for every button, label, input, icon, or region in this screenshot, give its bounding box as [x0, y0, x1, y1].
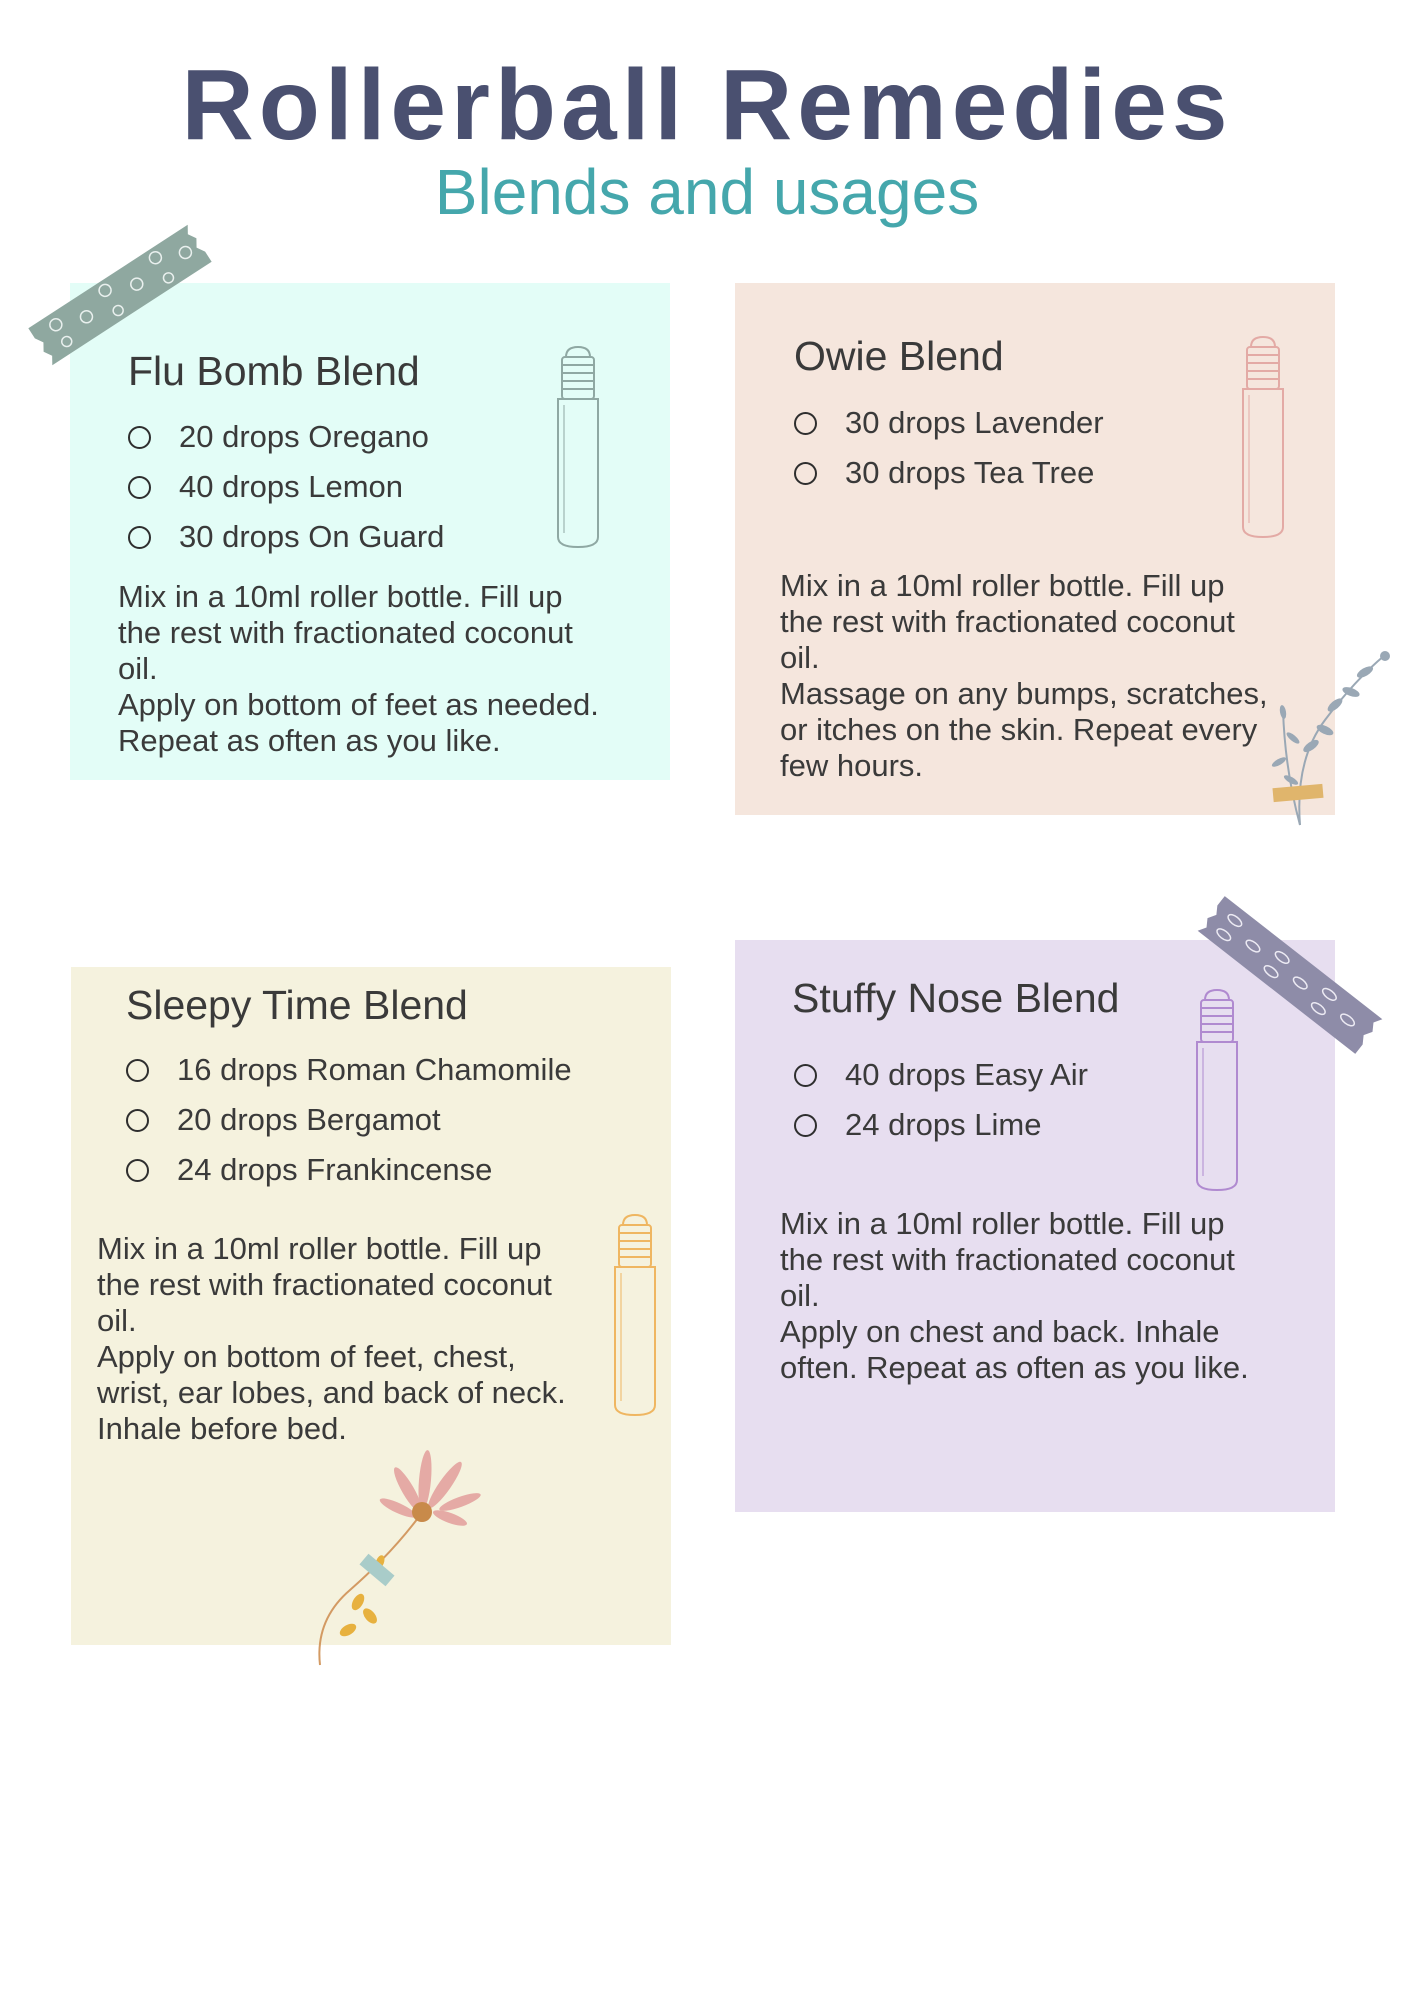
page-title: Rollerball Remedies — [181, 49, 1233, 161]
ingredient-list — [794, 398, 1104, 498]
instructions-text: Mix in a 10ml roller bottle. Fill up the rest with fractionated coconut oil. Apply on bottom of feet as needed. Repeat as often as you like. — [118, 579, 599, 758]
instructions-text: Mix in a 10ml roller bottle. Fill up the rest with fractionated coconut oil. Massage on any bumps, scratches, or itches on the skin. Repeat every few hours. — [780, 568, 1268, 783]
washi-tape-icon — [1185, 880, 1395, 1070]
circle-bullet-icon — [128, 426, 151, 449]
ingredient-label: 24 drops Lime — [845, 1107, 1042, 1142]
ingredient-item — [128, 462, 444, 512]
ingredient-label: 30 drops Tea Tree — [845, 455, 1095, 490]
ingredient-label: 30 drops On Guard — [179, 519, 445, 554]
ingredient-item — [126, 1145, 572, 1195]
card-title: Stuffy Nose Blend — [792, 975, 1120, 1021]
ingredient-list — [126, 1045, 572, 1195]
ingredient-item — [794, 398, 1104, 448]
circle-bullet-icon — [126, 1159, 149, 1182]
washi-tape-icon — [20, 215, 220, 375]
card-title: Flu Bomb Blend — [128, 348, 420, 394]
ingredient-label: 24 drops Frankincense — [177, 1152, 493, 1187]
circle-bullet-icon — [794, 412, 817, 435]
circle-bullet-icon — [126, 1059, 149, 1082]
card-owie — [735, 283, 1335, 815]
card-title: Owie Blend — [794, 333, 1004, 379]
ingredient-label: 40 drops Easy Air — [845, 1057, 1088, 1092]
ingredient-list — [794, 1050, 1088, 1150]
circle-bullet-icon — [794, 462, 817, 485]
circle-bullet-icon — [794, 1114, 817, 1137]
ingredient-item — [126, 1095, 572, 1145]
circle-bullet-icon — [126, 1109, 149, 1132]
ingredient-item — [126, 1045, 572, 1095]
ingredient-item — [128, 512, 444, 562]
instructions-text: Mix in a 10ml roller bottle. Fill up the rest with fractionated coconut oil. Apply on bottom of feet, chest, wrist, ear lobes, and back of neck. Inhale before bed. — [97, 1231, 566, 1446]
ingredient-item — [794, 448, 1104, 498]
ingredient-item — [128, 412, 444, 462]
page-subtitle: Blends and usages — [434, 156, 980, 228]
ingredient-label: 40 drops Lemon — [179, 469, 404, 504]
card-title: Sleepy Time Blend — [126, 982, 468, 1028]
flower-icon — [300, 1440, 490, 1670]
instructions-text: Mix in a 10ml roller bottle. Fill up the rest with fractionated coconut oil. Apply on chest and back. Inhale often. Repeat as often as you like. — [780, 1206, 1249, 1385]
circle-bullet-icon — [128, 476, 151, 499]
ingredient-list — [128, 412, 444, 562]
ingredient-label: 20 drops Bergamot — [177, 1102, 441, 1137]
ingredient-label: 20 drops Oregano — [179, 419, 429, 454]
ingredient-item — [794, 1050, 1088, 1100]
ingredient-label: 16 drops Roman Chamomile — [177, 1052, 572, 1087]
ingredient-label: 30 drops Lavender — [845, 405, 1104, 440]
roller-bottle-icon — [550, 343, 606, 549]
roller-bottle-icon — [607, 1211, 663, 1417]
circle-bullet-icon — [128, 526, 151, 549]
circle-bullet-icon — [794, 1064, 817, 1087]
roller-bottle-icon — [1235, 333, 1291, 539]
ingredient-item — [794, 1100, 1088, 1150]
leaf-sprig-icon — [1255, 650, 1395, 830]
